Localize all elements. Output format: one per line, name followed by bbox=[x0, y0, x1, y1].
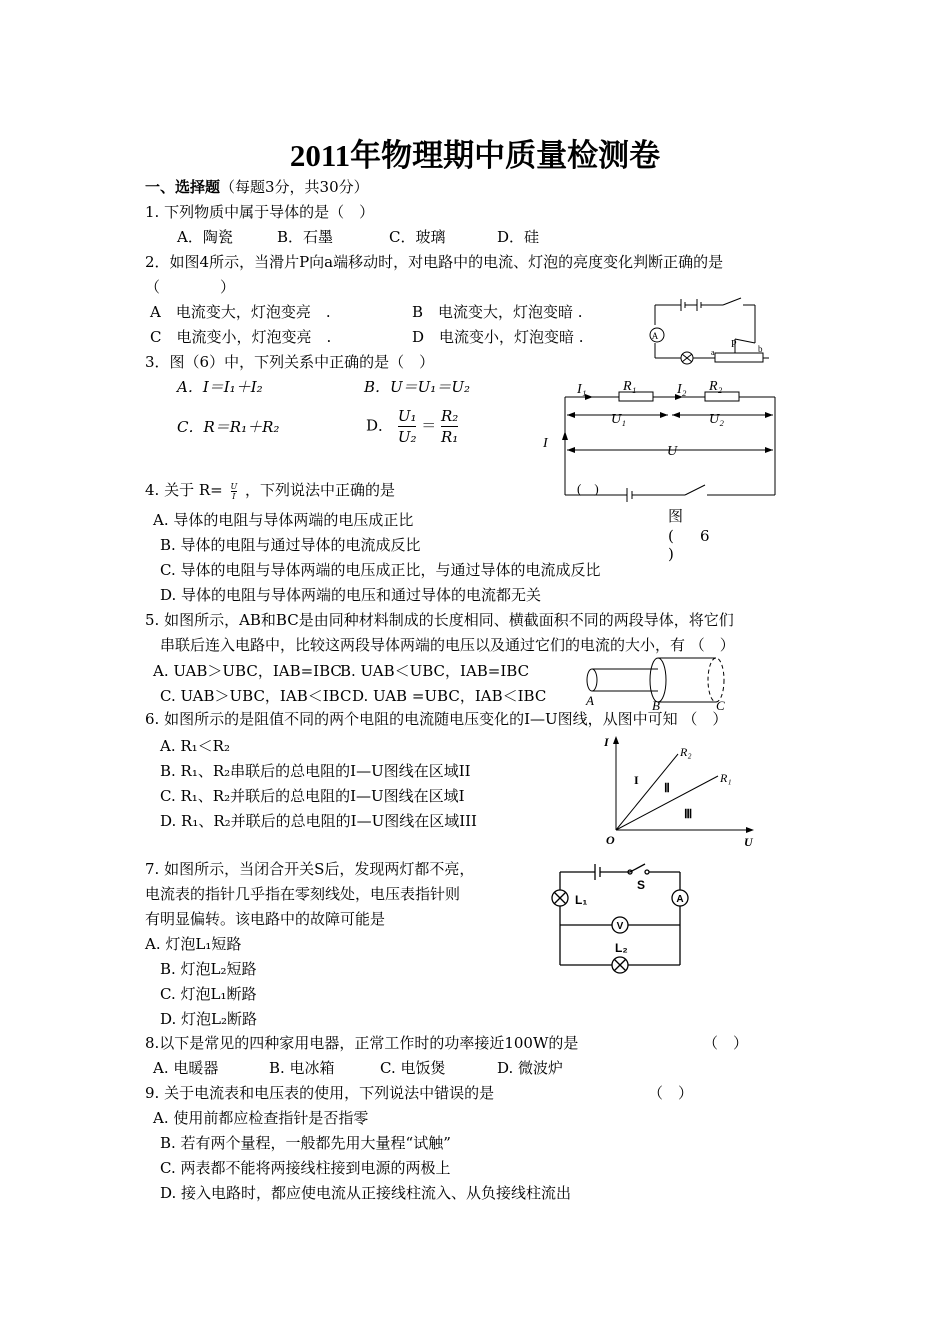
q3-option-d-label: D． bbox=[366, 416, 394, 435]
q4-stem bbox=[145, 481, 395, 501]
fig7-s: S bbox=[637, 878, 646, 892]
fraction-r bbox=[441, 406, 458, 447]
iu-axis-u: U bbox=[744, 835, 753, 849]
iu-origin: O bbox=[606, 833, 615, 847]
figure-7-circuit bbox=[545, 852, 695, 977]
fig7-l1: L₁ bbox=[575, 893, 588, 907]
q4-frac-den: I bbox=[232, 491, 236, 501]
fig6-r1: R₁ bbox=[623, 379, 637, 394]
q2-blank: （ ） bbox=[145, 278, 236, 296]
q4-frac-num: U bbox=[230, 481, 238, 491]
q4-fraction bbox=[231, 482, 238, 501]
q8-option-d: D. 微波炉 bbox=[497, 1059, 564, 1077]
iu-axis-i: I bbox=[604, 735, 609, 749]
fig6-i1: I₁ bbox=[577, 382, 587, 397]
q7-option-c: C. 灯泡L₁断路 bbox=[160, 985, 257, 1003]
iu-region-1: I bbox=[634, 773, 639, 787]
section-heading bbox=[145, 178, 369, 196]
q6-stem: 6. 如图所示的是阻值不同的两个电阻的电流随电压变化的I—U图线，从图中可知 （ ） bbox=[145, 710, 728, 728]
iu-region-2: Ⅱ bbox=[664, 781, 670, 795]
q3-stem: 3．图（6）中，下列关系中正确的是（ ） bbox=[145, 353, 435, 371]
fig6-i2: I₂ bbox=[677, 382, 687, 397]
fig5-a: A bbox=[586, 693, 594, 708]
q3-option-a: A．I＝I₁＋I₂ bbox=[177, 378, 263, 396]
q9-option-a: A. 使用前都应检查指针是否指零 bbox=[153, 1109, 369, 1127]
q6-option-a: A. R₁＜R₂ bbox=[160, 737, 230, 755]
q9-option-c: C. 两表都不能将两接线柱接到电源的两极上 bbox=[160, 1159, 451, 1177]
q7-option-a: A. 灯泡L₁短路 bbox=[145, 935, 242, 953]
fig4-p-label: P bbox=[731, 339, 737, 350]
fraction-u bbox=[398, 406, 417, 447]
q1-option-c: C．玻璃 bbox=[389, 228, 446, 246]
q9-option-b: B. 若有两个量程，一般都先用大量程“试触” bbox=[160, 1134, 451, 1152]
frac-u1: U₁ bbox=[397, 407, 417, 425]
q5-line-1: 5. 如图所示，AB和BC是由同种材料制成的长度相同、横截面积不同的两段导体，将它们 bbox=[145, 611, 734, 629]
section-name: 一、选择题 bbox=[145, 178, 221, 196]
q5-option-b: B. UAB＜UBC，IAB=IBC bbox=[340, 662, 530, 680]
q9-stem: 9. 关于电流表和电压表的使用，下列说法中错误的是 bbox=[145, 1084, 495, 1102]
fig6-r2: R₂ bbox=[709, 379, 723, 394]
q3-option-c: C．R＝R₁＋R₂ bbox=[177, 418, 280, 436]
q3-option-d: D． $\frac{\text{U₁}}{\text{U₂}}$ ＝ $\frac{\text{R₂}}{\text{R₁}}$ bbox=[366, 407, 459, 446]
q8-option-c: C. 电饭煲 bbox=[380, 1059, 446, 1077]
fig5-c: C bbox=[716, 698, 725, 712]
q5-option-d: D. UAB =UBC，IAB＜IBC bbox=[352, 687, 547, 705]
q1-option-d: D．硅 bbox=[497, 228, 540, 246]
frac-r1: R₁ bbox=[441, 428, 459, 446]
fig6-blank: ( ) bbox=[577, 481, 599, 496]
fig6-u1: U₁ bbox=[611, 412, 626, 427]
fig7-v: V bbox=[616, 921, 624, 932]
page-title: 2011年物理期中质量检测卷 bbox=[289, 138, 661, 173]
figure-6-circuit bbox=[535, 375, 785, 505]
q9-blank: （ ） bbox=[648, 1084, 694, 1102]
fig6-caption-paren-close: ) bbox=[668, 545, 674, 563]
fig5-b: B bbox=[652, 698, 660, 712]
fig6-u2: U₂ bbox=[709, 412, 724, 427]
q9-option-d: D. 接入电路时，都应使电流从正接线柱流入、从负接线柱流出 bbox=[160, 1184, 572, 1202]
frac-r2: R₂ bbox=[441, 407, 459, 425]
q6-option-d: D. R₁、R₂并联后的总电阻的I—U图线在区域III bbox=[160, 812, 477, 830]
q8-option-a: A. 电暖器 bbox=[153, 1059, 219, 1077]
fig6-u: U bbox=[667, 444, 678, 459]
q4-stem-post: ，下列说法中正确的是 bbox=[245, 481, 396, 499]
q2-stem: 2．如图4所示，当滑片P向a端移动时，对电路中的电流、灯泡的亮度变化判断正确的是 bbox=[145, 253, 724, 271]
fig7-a: A bbox=[676, 894, 684, 905]
q3-option-b: B．U＝U₁＝U₂ bbox=[364, 378, 470, 396]
q7-line-1: 7. 如图所示，当闭合开关S后，发现两灯都不亮， bbox=[145, 860, 475, 878]
iu-r2-label: R₂ bbox=[680, 745, 692, 759]
q4-option-d: D. 导体的电阻与导体两端的电压和通过导体的电流都无关 bbox=[160, 586, 542, 604]
q6-option-b: B. R₁、R₂串联后的总电阻的I—U图线在区域II bbox=[160, 762, 471, 780]
q2-option-b: B 电流变大，灯泡变暗 . bbox=[412, 303, 583, 321]
frac-u2: U₂ bbox=[397, 428, 417, 446]
q2-option-d: D 电流变小，灯泡变暗 . bbox=[412, 328, 584, 346]
fig6-caption-number: 6 bbox=[700, 527, 710, 545]
q7-line-2: 电流表的指针几乎指在零刻线处，电压表指针则 bbox=[145, 885, 461, 903]
fig4-a-label: a bbox=[711, 348, 715, 357]
section-note: （每题3分，共30分） bbox=[220, 178, 369, 196]
fig6-i: I bbox=[543, 436, 548, 451]
fig4-ammeter-label: A bbox=[651, 331, 659, 341]
q4-option-a: A. 导体的电阻与导体两端的电压成正比 bbox=[153, 511, 414, 529]
iu-r1-label: R₁ bbox=[720, 771, 732, 785]
q7-line-3: 有明显偏转。该电路中的故障可能是 bbox=[145, 910, 386, 928]
q1-stem: 1. 下列物质中属于导体的是（ ） bbox=[145, 203, 375, 221]
q4-option-c: C. 导体的电阻与导体两端的电压成正比，与通过导体的电流成反比 bbox=[160, 561, 601, 579]
iu-region-3: Ⅲ bbox=[684, 807, 693, 821]
q2-option-a: A 电流变大，灯泡变亮 . bbox=[150, 303, 331, 321]
q8-blank: （ ） bbox=[703, 1034, 749, 1052]
figure-5-conductor bbox=[580, 650, 740, 712]
q5-option-a: A. UAB＞UBC，IAB=IBC bbox=[153, 662, 342, 680]
q8-option-b: B. 电冰箱 bbox=[269, 1059, 335, 1077]
q4-stem-pre: 4. 关于 R= bbox=[145, 481, 223, 499]
q6-option-c: C. R₁、R₂并联后的总电阻的I—U图线在区域I bbox=[160, 787, 465, 805]
fig6-caption-paren-open: ( bbox=[668, 527, 674, 545]
figure-4-circuit bbox=[645, 295, 775, 370]
q5-option-c: C. UAB＞UBC，IAB＜IBC bbox=[160, 687, 352, 705]
q1-option-a: A．陶瓷 bbox=[177, 228, 233, 246]
fig7-l2: L₂ bbox=[615, 941, 628, 955]
q5-line-2: 串联后连入电路中，比较这两段导体两端的电压以及通过它们的电流的大小，有 （ ） bbox=[160, 636, 735, 654]
q4-option-b: B. 导体的电阻与通过导体的电流成反比 bbox=[160, 536, 421, 554]
figure-iu-graph bbox=[598, 732, 763, 850]
q8-stem: 8.以下是常见的四种家用电器，正常工作时的功率接近100W的是 bbox=[145, 1034, 579, 1052]
fig4-b-label: b bbox=[758, 344, 763, 354]
q7-option-d: D. 灯泡L₂断路 bbox=[160, 1010, 258, 1028]
q2-option-c: C 电流变小，灯泡变亮 . bbox=[150, 328, 332, 346]
q1-option-b: B．石墨 bbox=[277, 228, 334, 246]
fig6-caption: 图 bbox=[668, 507, 684, 525]
q7-option-b: B. 灯泡L₂短路 bbox=[160, 960, 257, 978]
